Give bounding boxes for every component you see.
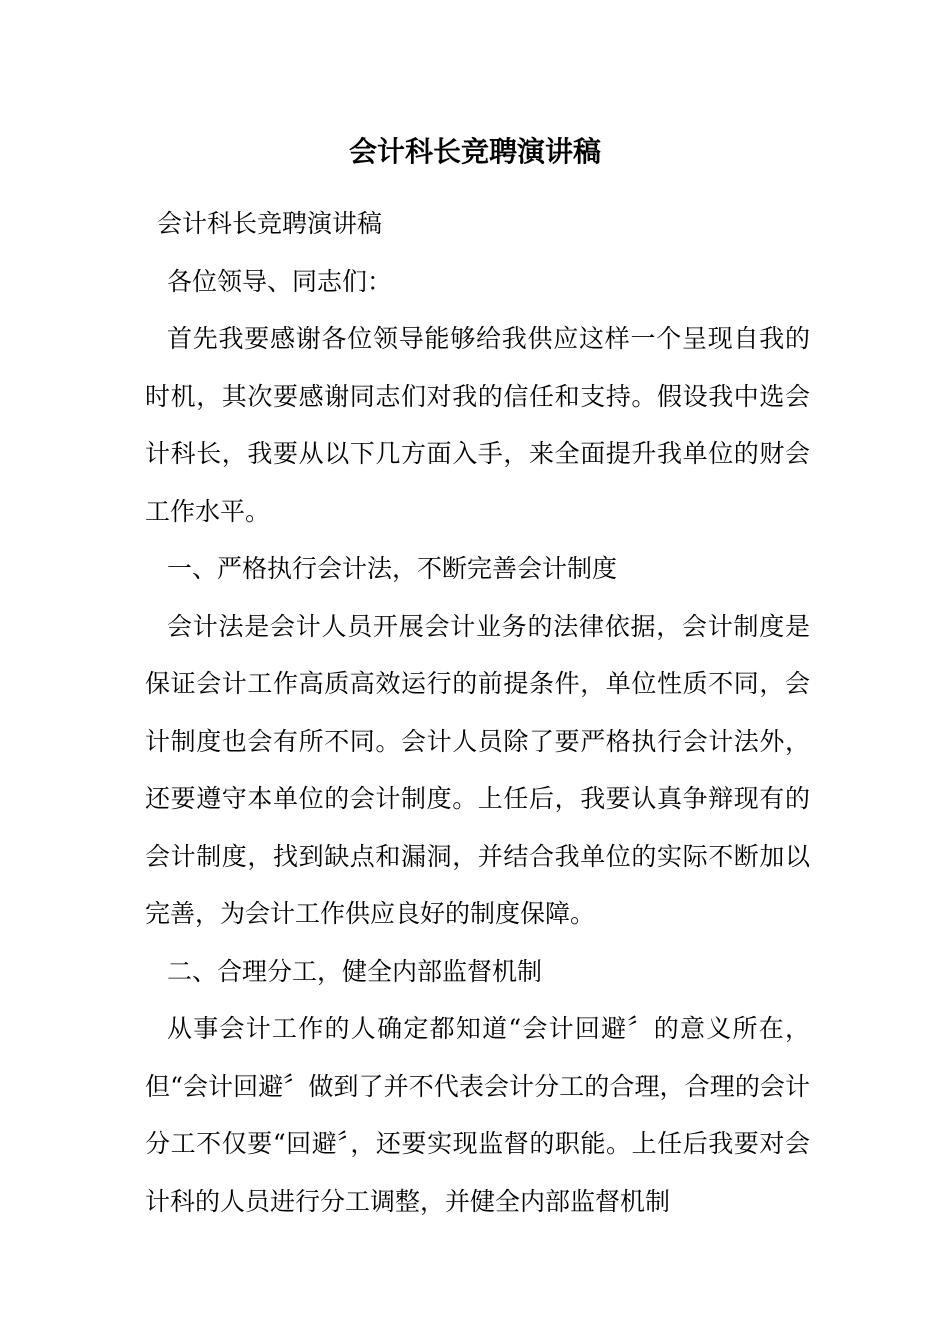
document-title: 会计科长竞聘演讲稿 [348, 135, 601, 168]
paragraph-salutation: 各位领导、同志们： [167, 266, 393, 296]
paragraph-intro: 首先我要感谢各位领导能够给我供应这样一个呈现自我的时机，其次要感谢同志们对我的信任和支持。假设我中选会计科长，我要从以下几方面入手，来全面提升我单位的财会工作水平。 [145, 324, 810, 526]
section-heading-1: 一、严格执行会计法，不断完善会计制度 [167, 554, 618, 583]
paragraph-subtitle: 会计科长竞聘演讲稿 [157, 209, 383, 238]
document-body [145, 195, 810, 1230]
paragraph-section-1: 会计法是会计人员开展会计业务的法律依据，会计制度是保证会计工作高质高效运行的前提条件，单位性质不同，会计制度也会有所不同。会计人员除了要严格执行会计法外，还要遵守本单位的会计制度。上任后，我要认真争辩现有的会计制度，找到缺点和漏洞，并结合我单位的实际不断加以完善，为会计工作供应良好的制度保障。 [145, 611, 810, 928]
section-heading-2: 二、合理分工，健全内部监督机制 [167, 956, 543, 986]
paragraph-section-2: 从事会计工作的人确定都知道“会计回避〞的意义所在，但“会计回避〞做到了并不代表会计分工的合理，合理的会计分工不仅要“回避〞，还要实现监督的职能。上任后我要对会计科的人员进行分工调整，并健全内部监督机制 [145, 1014, 810, 1216]
